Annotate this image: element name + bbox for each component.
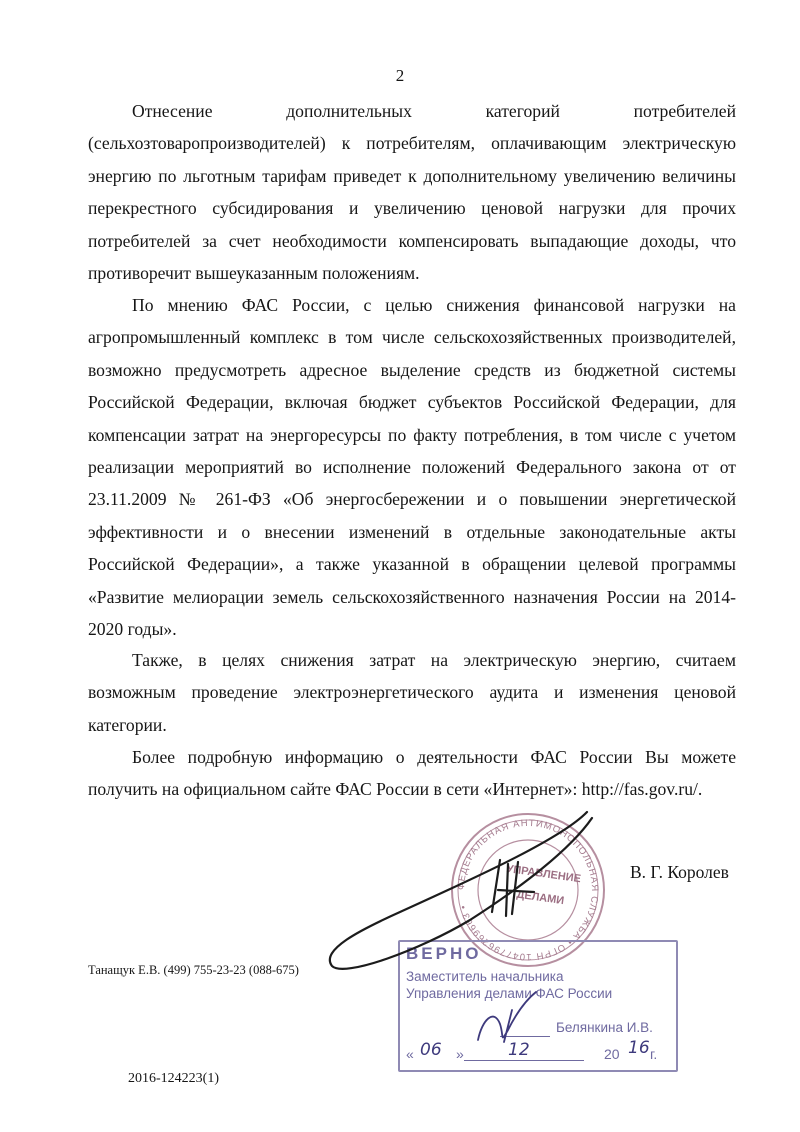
stamp-title: ВЕРНО [406, 944, 482, 963]
stamp-person-name: Белянкина И.В. [556, 1020, 653, 1035]
paragraph-more-info: Более подробную информацию о деятельности ФАС России Вы можете получить на официальном сайте ФАС России в сети «Интернет»: http://fas.gov.ru/. [88, 747, 736, 800]
stamp-position: Заместитель начальника [406, 969, 564, 984]
paragraph-fas-opinion: По мнению ФАС России, с целью снижения финансовой нагрузки на агропромышленный комплекс в том числе сельскохозяйственных производителей, возможно предусмотреть адресное выделение средств из бюджетной системы Российской Федерации, включая бюджет субъектов Российской Федерации, для компенсации затрат на энергоресурсы по факту потребления, в том числе с учетом реализации мероприятий во исполнение положений Федерального закона от от 23.11.2009 № 261-ФЗ «Об энергосбережении и о повышении энергетической эффективности и о внесении изменений в отдельные законодательные акты Российской Федерации», а также указанной в обращении целевой программы «Развитие мелиорации земель сельскохозяйственного назначения России на 2014-2020 годы». [88, 295, 736, 640]
stamp-signature-line [500, 1036, 550, 1037]
stamp-day: 06 [420, 1040, 442, 1060]
signer-name: В. Г. Королев [630, 862, 729, 882]
stamp-month: 12 [508, 1040, 530, 1060]
paragraph-cross-subsidy: Отнесение дополнительных категорий потребителей (сельхозтоваропроизводителей) к потребителям, оплачивающим электрическую энергию по льготным тарифам приведет к дополнительному увеличению величины перекрестного субсидирования и увеличению ценовой нагрузки для прочих потребителей за счет необходимости компенсировать выпадающие доходы, что противоречит вышеуказанным положениям. [88, 101, 736, 284]
executor-contact: Танащук Е.В. (499) 755-23-23 (088-675) [88, 963, 299, 977]
stamp-department: Управления делами ФАС России [406, 986, 613, 1001]
seal-center-text: УПРАВЛЕНИЕ ДЕЛАМИ [505, 862, 582, 908]
paragraph-energy-audit: Также, в целях снижения затрат на электрическую энергию, считаем возможным проведение электроэнергетического аудита и изменения ценовой категории. [88, 650, 736, 735]
stamp-year: 16 [628, 1038, 650, 1058]
page-number: 2 [395, 66, 405, 85]
document-number: 2016-124223(1) [128, 1071, 219, 1086]
seal-ring-text: ФЕДЕРАЛЬНАЯ АНТИМОНОПОЛЬНАЯ СЛУЖБА • ОГРН 1047796269663 • [455, 817, 601, 963]
certification-stamp: ВЕРНО Заместитель начальника Управления делами ФАС России Белянкина И.В. « 06 » 12 20 16 г. [398, 940, 678, 1072]
